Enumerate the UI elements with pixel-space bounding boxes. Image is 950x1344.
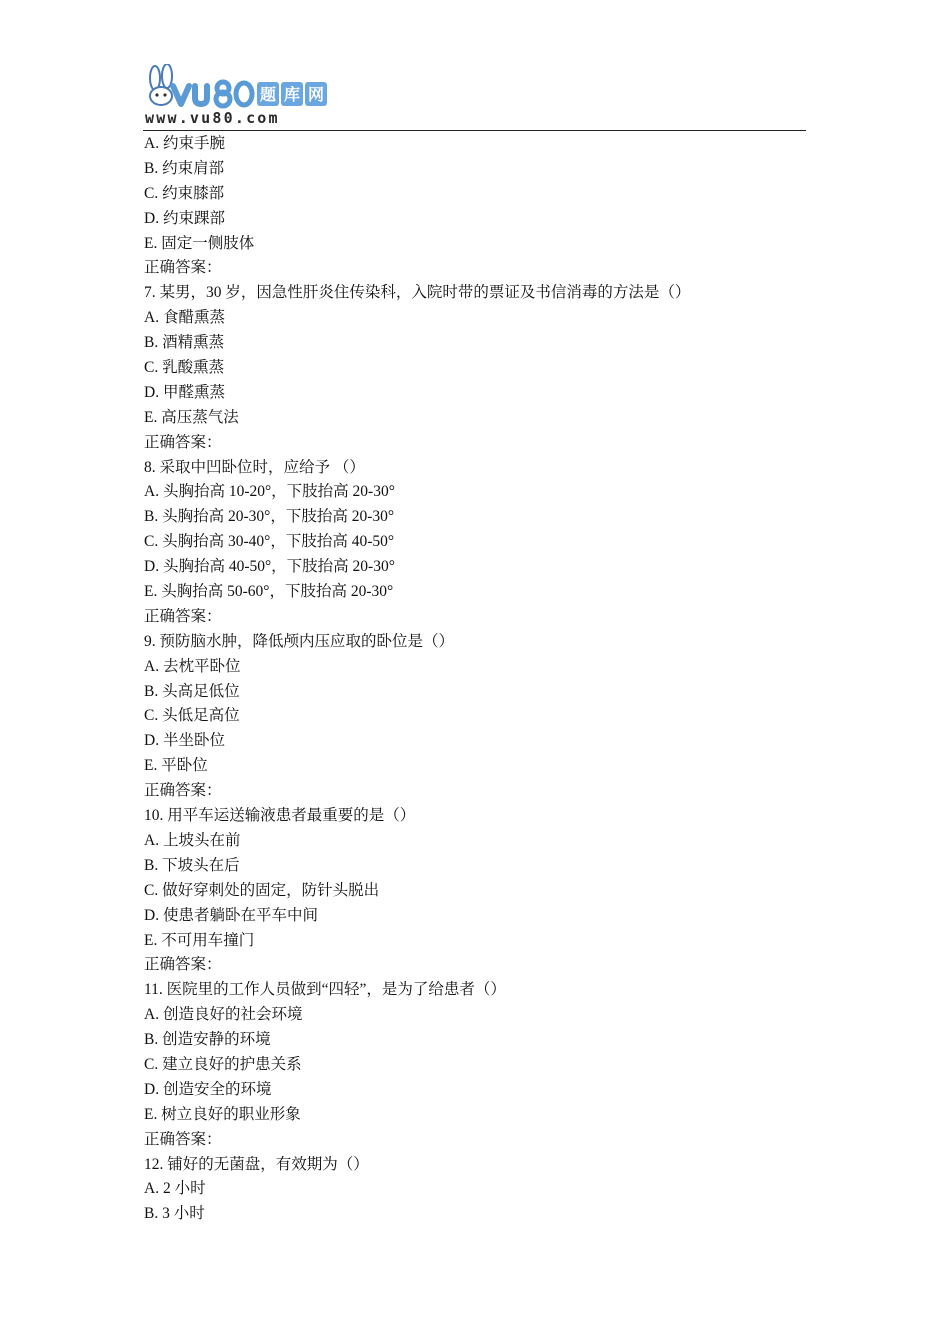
option-line: A. 去枕平卧位 [144, 657, 241, 675]
option-line: A. 食醋熏蒸 [144, 309, 225, 327]
option-line: D. 约束踝部 [144, 209, 225, 227]
option-line: C. 做好穿刺处的固定，防针头脱出 [144, 881, 380, 899]
question-line: 10. 用平车运送输液患者最重要的是（） [144, 807, 416, 825]
logo-lettering [173, 82, 327, 106]
svg-text:题: 题 [259, 85, 277, 104]
answer-label: 正确答案： [144, 956, 222, 974]
option-line: E. 平卧位 [144, 757, 208, 775]
logo-url-text: www.vu80.com [145, 109, 280, 126]
option-line: B. 创造安静的环境 [144, 1031, 271, 1049]
question-line: 12. 铺好的无菌盘，有效期为（） [144, 1155, 369, 1173]
option-line: B. 3 小时 [144, 1205, 205, 1223]
option-line: D. 半坐卧位 [144, 732, 225, 750]
option-line: C. 头低足高位 [144, 707, 240, 725]
option-line: A. 2 小时 [144, 1180, 206, 1198]
page-header [143, 64, 806, 131]
option-line: C. 乳酸熏蒸 [144, 359, 225, 377]
option-line: E. 树立良好的职业形象 [144, 1105, 301, 1123]
option-line: A. 约束手腕 [144, 135, 225, 152]
option-line: D. 使患者躺卧在平车中间 [144, 906, 318, 924]
option-line: D. 甲醛熏蒸 [144, 383, 225, 401]
question-line: 9. 预防脑水肿，降低颅内压应取的卧位是（） [144, 632, 455, 650]
rabbit-mascot-icon [150, 64, 172, 105]
question-line: 7. 某男，30 岁，因急性肝炎住传染科，入院时带的票证及书信消毒的方法是（） [144, 284, 691, 302]
vu80-logo [143, 64, 329, 126]
option-line: D. 头胸抬高 40-50°，下肢抬高 20-30° [144, 558, 395, 576]
question-list [144, 132, 806, 1227]
option-line: C. 建立良好的护患关系 [144, 1055, 302, 1073]
option-line: B. 酒精熏蒸 [144, 334, 225, 352]
option-line: D. 创造安全的环境 [144, 1080, 272, 1098]
option-line: B. 头高足低位 [144, 682, 240, 700]
answer-label: 正确答案： [144, 259, 222, 277]
option-line: C. 约束膝部 [144, 184, 225, 202]
answer-label: 正确答案： [144, 1130, 222, 1148]
option-line: E. 头胸抬高 50-60°，下肢抬高 20-30° [144, 583, 394, 601]
question-line: 11. 医院里的工作人员做到“四轻”，是为了给患者（） [144, 981, 506, 999]
option-line: C. 头胸抬高 30-40°，下肢抬高 40-50° [144, 533, 395, 551]
option-line: A. 创造良好的社会环境 [144, 1006, 303, 1024]
option-line: B. 约束肩部 [144, 159, 225, 177]
option-line: E. 固定一侧肢体 [144, 234, 255, 252]
answer-label: 正确答案： [144, 607, 222, 625]
option-line: B. 头胸抬高 20-30°，下肢抬高 20-30° [144, 508, 395, 526]
option-line: E. 不可用车撞门 [144, 931, 255, 949]
question-line: 8. 采取中凹卧位时，应给予 （） [144, 458, 365, 476]
answer-label: 正确答案： [144, 782, 222, 800]
option-line: E. 高压蒸气法 [144, 408, 239, 426]
svg-text:网: 网 [307, 85, 325, 104]
option-line: A. 上坡头在前 [144, 831, 241, 849]
option-line: B. 下坡头在后 [144, 856, 240, 874]
svg-text:库: 库 [283, 85, 301, 104]
option-line: A. 头胸抬高 10-20°，下肢抬高 20-30° [144, 483, 395, 501]
answer-label: 正确答案： [144, 433, 222, 451]
